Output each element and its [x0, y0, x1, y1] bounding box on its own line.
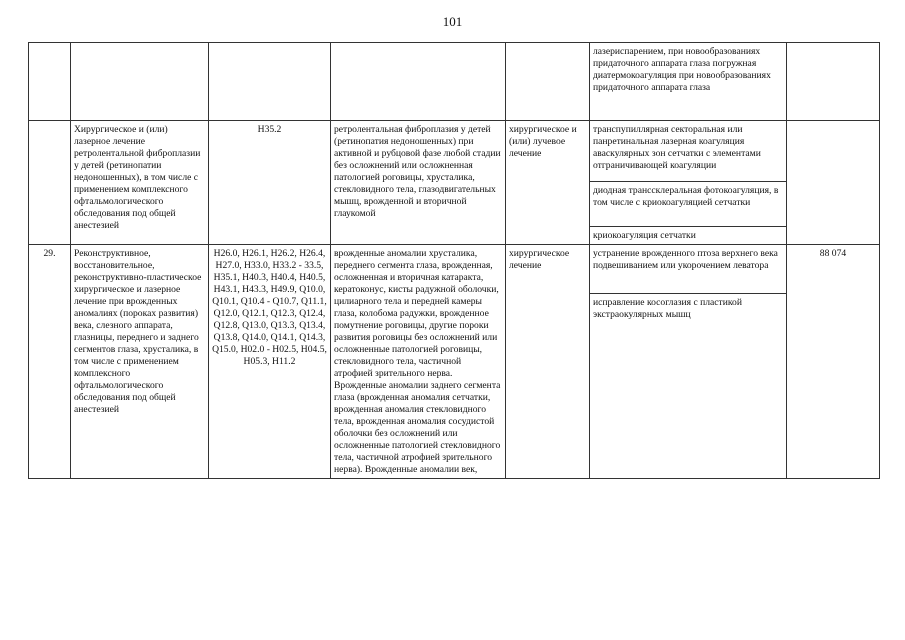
care-table: [28, 42, 880, 479]
care-name: Реконструктивное, восстановительное, реконструктивно-пластическое хирургическое и лазерное лечение при врожденных аномалиях (пороках развития) века, слезного аппарата, глазницы, переднего и заднего сегментов глаза, хрусталика, в том числе с применением комплексного офтальмологического обследования под общей анестезией: [71, 245, 209, 479]
patient-model: врожденные аномалии хрусталика, переднего сегмента глаза, врожденная, осложненная и вторичная катаракта, кератоконус, кисты радужной оболочки, цилиарного тела и передней камеры глаза, колобома радужки, врожденное помутнение роговицы, другие пороки развития роговицы без осложнений или осложненные патологией роговицы, стекловидного тела, частичной атрофией зрительного нерва. Врожденные аномалии заднего сегмента глаза (врожденная аномалия сетчатки, врожденная аномалия стекловидного тела, врожденная аномалия сосудистой оболочки без осложнений или осложненные патологией стекловидного тела, частичной атрофией зрительного нерва). Врожденные аномалии век,: [331, 245, 506, 479]
row-number: 29.: [29, 245, 71, 479]
treatment-method: транспупиллярная секторальная или панретинальная лазерная коагуляция аваскулярных зон сетчатки с элементами отграничивающей коагуляции: [590, 121, 786, 182]
cost: 88 074: [787, 245, 880, 479]
icd-codes: H35.2: [209, 121, 331, 245]
treatment-type: [506, 43, 590, 121]
cost: [787, 43, 880, 121]
treatment-type: хирургическое и (или) лучевое лечение: [506, 121, 590, 245]
row-number: [29, 43, 71, 121]
treatment-method: устранение врожденного птоза верхнего века подвешиванием или укорочением леватора: [590, 245, 786, 294]
treatment-method: лазериспарением, при новообразованиях придаточного аппарата глаза погружная диатермокоагуляция при новообразованиях придаточного аппарата глаза: [593, 46, 771, 93]
treatment-method: криокоагуляция сетчатки: [593, 230, 696, 241]
treatment-methods: [590, 43, 787, 121]
treatment-method: диодная транссклеральная фотокоагуляция, в том числе с криокоагуляцией сетчатки: [590, 182, 786, 227]
table-row: [29, 121, 880, 245]
row-number: [29, 121, 71, 245]
table-row: [29, 245, 880, 479]
patient-model: [331, 43, 506, 121]
treatment-methods: [590, 121, 787, 245]
treatment-method: исправление косоглазия с пластикой экстраокулярных мышц: [593, 297, 742, 320]
table-row: [29, 43, 880, 121]
page-number: 101: [442, 14, 463, 29]
icd-codes: [209, 43, 331, 121]
care-name: Хирургическое и (или) лазерное лечение ретролентальной фиброплазии у детей (ретинопатии недоношенных), в том числе с применением комплексного офтальмологического обследования под общей анестезией: [71, 121, 209, 245]
patient-model: ретролентальная фиброплазия у детей (ретинопатия недоношенных) при активной и рубцовой фазе любой стадии без осложнений или осложненная патологией роговицы, хрусталика, стекловидного тела, глазодвигательных мышц, врожденной и вторичной глаукомой: [331, 121, 506, 245]
cost: [787, 121, 880, 245]
treatment-type: хирургическое лечение: [506, 245, 590, 479]
treatment-methods: [590, 245, 787, 479]
care-name: [71, 43, 209, 121]
icd-codes: H26.0, H26.1, H26.2, H26.4, H27.0, H33.0, H33.2 - 33.5, H35.1, H40.3, H40.4, H40.5, H43.1, H43.3, H49.9, Q10.0, Q10.1, Q10.4 - Q10.7, Q11.1, Q12.0, Q12.1, Q12.3, Q12.4, Q12.8, Q13.0, Q13.3, Q13.4, Q13.8, Q14.0, Q14.1, Q14.3, Q15.0, H02.0 - H02.5, H04.5, H05.3, H11.2: [209, 245, 331, 479]
